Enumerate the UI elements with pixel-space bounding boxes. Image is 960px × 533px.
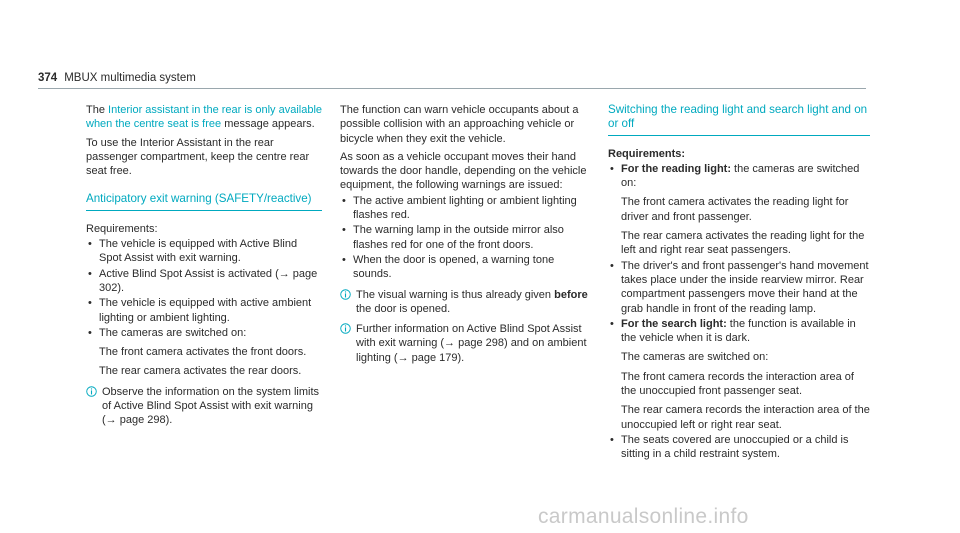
intro-text-post: message appears. bbox=[221, 118, 315, 131]
list-subtext: The rear camera records the interaction area of the unoccupied left or right rear seat. bbox=[621, 404, 870, 431]
note-emphasis: before bbox=[554, 288, 588, 301]
note bbox=[340, 288, 592, 317]
warnings-paragraph: As soon as a vehicle occupant moves their hand towards the door handle, depending on the vehicle equipment, the following warnings are issued: bbox=[340, 150, 587, 192]
list-item-label: For the search light: bbox=[621, 317, 727, 330]
list-item: • The active ambient lighting or ambient lighting flashes red. bbox=[340, 194, 592, 223]
column-left bbox=[86, 103, 322, 428]
page-header bbox=[38, 72, 196, 84]
info-icon bbox=[86, 386, 97, 397]
intro-text-pre: The bbox=[86, 104, 109, 116]
list-item: • Active Blind Spot Assist is activated (→ page 302). bbox=[86, 267, 322, 296]
list-item-text: The cameras are switched on: bbox=[99, 326, 247, 339]
note-text-pre: The visual warning is thus already given bbox=[356, 288, 555, 301]
list-item: • When the door is opened, a warning tone sounds. bbox=[340, 253, 592, 282]
section-heading-reading-light: Switching the reading light and search light and on or off bbox=[608, 103, 870, 136]
list-item bbox=[608, 162, 870, 258]
intro-paragraph-2: To use the Interior Assistant in the rear passenger compartment, keep the centre rear seat free. bbox=[86, 136, 310, 178]
header-divider bbox=[38, 88, 866, 89]
note-text: Observe the information on the system limits of Active Blind Spot Assist with exit warning (→ page 298). bbox=[102, 385, 320, 427]
list-subtext: The front camera activates the reading light for driver and front passenger. bbox=[621, 196, 849, 223]
interior-assistant-message: Interior assistant in the rear is only available when the centre seat is free bbox=[86, 104, 323, 131]
note bbox=[86, 385, 322, 428]
list-subtext: The rear camera activates the reading light for the left and right rear seat passengers. bbox=[621, 230, 865, 257]
list-item: • The driver's and front passenger's hand movement takes place under the inside rearview mirror. Rear compartment passengers move their hand at the grab handle in front of the reading lamp. bbox=[608, 259, 870, 316]
column-middle bbox=[340, 103, 592, 365]
list-item bbox=[608, 317, 870, 432]
page-number: 374 bbox=[38, 72, 58, 84]
list-item: • The vehicle is equipped with Active Blind Spot Assist with exit warning. bbox=[86, 237, 322, 266]
requirements-list bbox=[608, 162, 870, 462]
list-subtext: The rear camera activates the rear doors. bbox=[99, 365, 302, 378]
list-subtext: The cameras are switched on: bbox=[621, 351, 769, 364]
list-item: • The vehicle is equipped with active ambient lighting or ambient lighting. bbox=[86, 296, 322, 325]
list-item-label: For the reading light: bbox=[621, 162, 731, 175]
section-heading-exit-warning: Anticipatory exit warning (SAFETY/reactive) bbox=[86, 192, 322, 210]
requirements-label: Requirements: bbox=[86, 222, 158, 235]
note-text: Further information on Active Blind Spot Assist with exit warning (→ page 298) and on ambient lighting (→ page 179). bbox=[356, 323, 587, 364]
list-subtext: The front camera activates the front doors. bbox=[99, 346, 307, 359]
note bbox=[340, 322, 592, 365]
list-item-text: the cameras are switched on: bbox=[621, 162, 860, 190]
info-icon bbox=[340, 323, 351, 334]
page-header-title: MBUX multimedia system bbox=[64, 72, 196, 84]
list-item bbox=[86, 326, 322, 379]
column-right bbox=[608, 103, 870, 463]
info-icon bbox=[340, 289, 351, 300]
list-subtext: The front camera records the interaction area of the unoccupied front passenger seat. bbox=[621, 370, 854, 398]
function-paragraph: The function can warn vehicle occupants about a possible collision with an approaching vehicle or bicycle when they exit the vehicle. bbox=[340, 104, 579, 145]
requirements-label: Requirements: bbox=[608, 147, 686, 160]
list-item-text: the function is available in the vehicle when it is dark. bbox=[621, 317, 856, 345]
watermark: carmanualsonline.info bbox=[538, 505, 749, 528]
warnings-list bbox=[340, 194, 592, 282]
list-item: • The seats covered are unoccupied or a child is sitting in a child restraint system. bbox=[608, 433, 870, 462]
requirements-list bbox=[86, 237, 322, 379]
intro-paragraph bbox=[86, 103, 322, 132]
list-item: • The warning lamp in the outside mirror also flashes red for one of the front doors. bbox=[340, 223, 592, 252]
note-text-post: the door is opened. bbox=[356, 302, 451, 315]
